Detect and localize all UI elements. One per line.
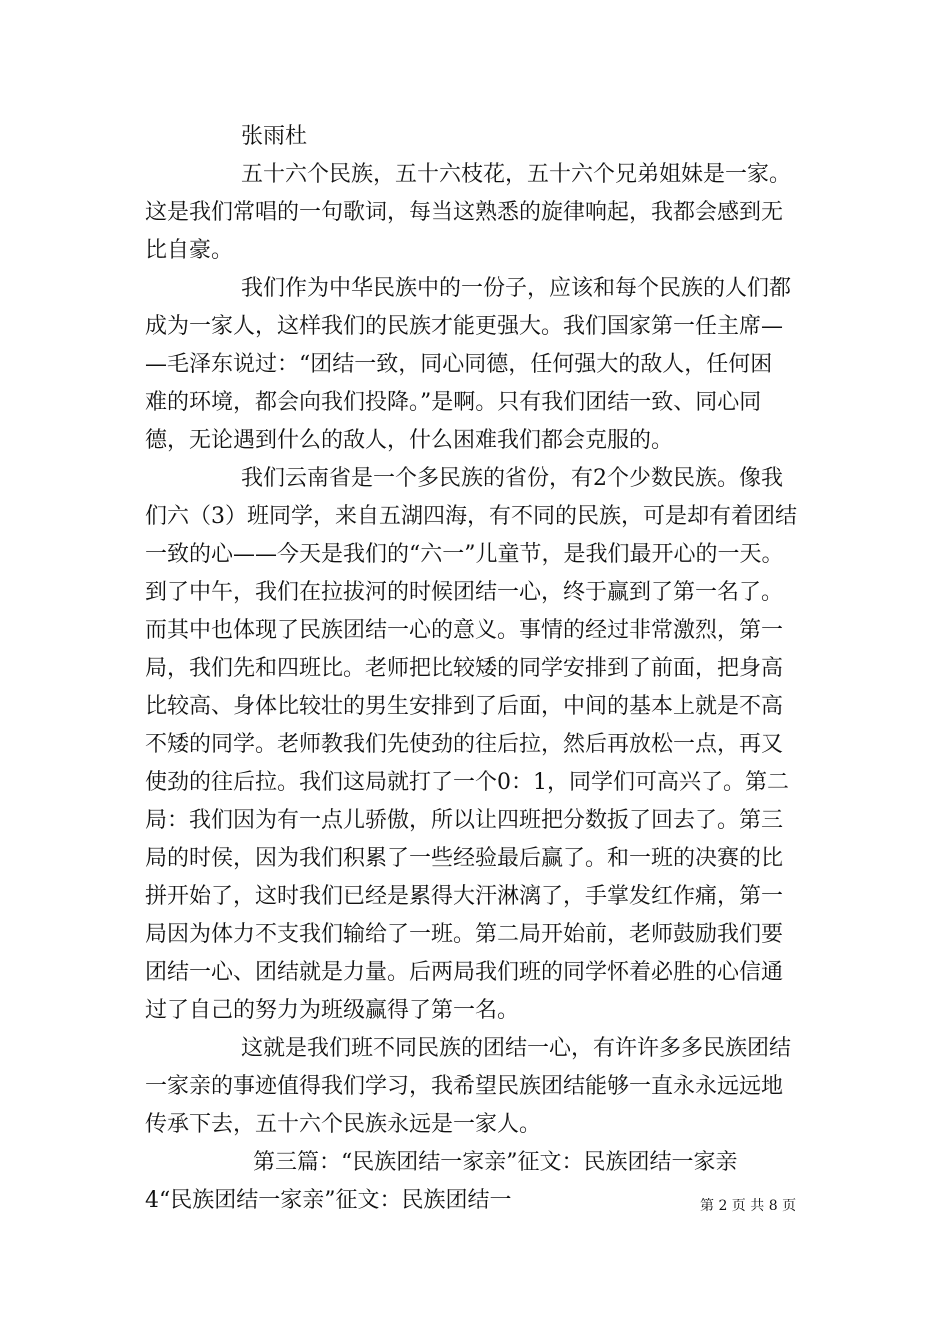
paragraph-4-line: 一家亲的事迹值得我们学习，我希望民族团结能够一直永永远远地 [145,1074,784,1099]
paragraph-3-line: 局的时侯，因为我们积累了一些经验最后赢了。和一班的决赛的比 [145,846,784,871]
paragraph-3-line: 局因为体力不支我们输给了一班。第二局开始前，老师鼓励我们要 [145,922,784,947]
paragraph-3-line: 团结一心、团结就是力量。后两局我们班的同学怀着必胜的心信通 [145,960,784,985]
paragraph-3-line: 们六（3）班同学，来自五湖四海，有不同的民族，可是却有着团结 [145,504,797,529]
page-number: 第 2 页 共 8 页 [700,1198,797,1214]
paragraph-3-line: 局：我们因为有一点儿骄傲，所以让四班把分数扳了回去了。第三 [145,808,784,833]
paragraph-3-line: 而其中也体现了民族团结一心的意义。事情的经过非常激烈，第一 [145,618,784,643]
paragraph-3-line: 我们云南省是一个多民族的省份，有2个少数民族。像我 [241,466,783,491]
document-body [145,118,811,1220]
paragraph-2-line: 我们作为中华民族中的一份子，应该和每个民族的人们都 [241,276,792,301]
paragraph-4-line: 这就是我们班不同民族的团结一心，有许许多多民族团结 [241,1036,792,1061]
paragraph-3-line: 局，我们先和四班比。老师把比较矮的同学安排到了前面，把身高 [145,656,784,681]
paragraph-1-line: 五十六个民族，五十六枝花，五十六个兄弟姐妹是一家。 [241,162,792,187]
paragraph-3-line: 比较高、身体比较壮的男生安排到了后面，中间的基本上就是不高 [145,694,784,719]
paragraph-1-line: 这是我们常唱的一句歌词，每当这熟悉的旋律响起，我都会感到无 [145,200,784,225]
paragraph-2-line: 成为一家人，这样我们的民族才能更强大。我们国家第一任主席— [145,314,784,339]
paragraph-3-line: 到了中午，我们在拉拔河的时候团结一心，终于赢到了第一名了。 [145,580,784,605]
author-name: 张雨杜 [241,124,308,149]
section-heading-continued: 4“民族团结一家亲”征文：民族团结一 [145,1188,512,1213]
paragraph-3-line: 一致的心——今天是我们的“六一”儿童节，是我们最开心的一天。 [145,542,784,567]
paragraph-3-line: 不矮的同学。老师教我们先使劲的往后拉，然后再放松一点，再又 [145,732,784,757]
paragraph-3-line: 拼开始了，这时我们已经是累得大汗淋漓了，手掌发红作痛，第一 [145,884,784,909]
paragraph-3-line: 使劲的往后拉。我们这局就打了一个0：1，同学们可高兴了。第二 [145,770,789,795]
paragraph-1-line: 比自豪。 [145,238,234,263]
paragraph-4-line: 传承下去，五十六个民族永远是一家人。 [145,1112,542,1137]
section-heading: 第三篇：“民族团结一家亲”征文：民族团结一家亲 [253,1150,738,1175]
paragraph-2-line: 难的环境，都会向我们投降。”是啊。只有我们团结一致、同心同 [145,390,762,415]
paragraph-3-line: 过了自己的努力为班级赢得了第一名。 [145,998,520,1023]
paragraph-2-line: 德，无论遇到什么的敌人，什么困难我们都会克服的。 [145,428,674,453]
paragraph-2-line: —毛泽东说过：“团结一致，同心同德，任何强大的敌人，任何困 [145,352,773,377]
